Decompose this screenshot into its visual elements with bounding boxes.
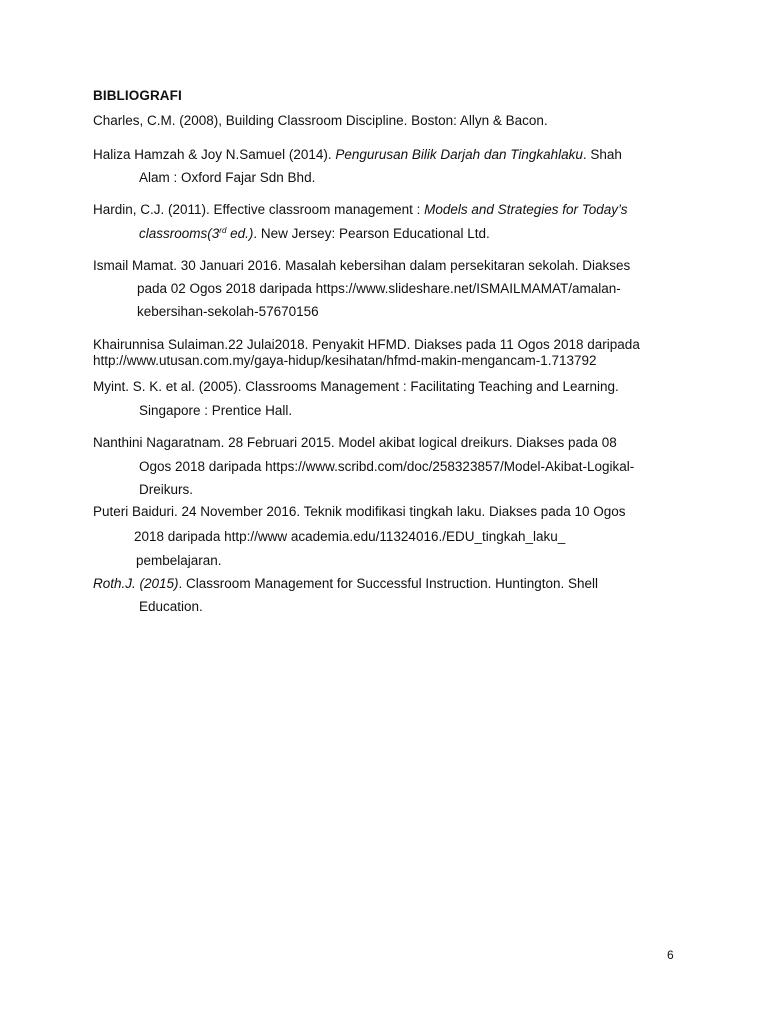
reference-haliza-line2: Alam : Oxford Fajar Sdn Bhd. xyxy=(139,170,316,185)
reference-title: Models and Strategies for Today’s xyxy=(424,202,628,217)
reference-nanthini-line3: Dreikurs. xyxy=(139,482,194,497)
reference-khairunnisa-line1: Khairunnisa Sulaiman.22 Julai2018. Penyakit HFMD. Diakses pada 11 Ogos 2018 daripada xyxy=(93,337,640,352)
reference-roth-line2: Education. xyxy=(139,599,203,614)
reference-ismail-line2: pada 02 Ogos 2018 daripada https://www.slideshare.net/ISMAILMAMAT/amalan- xyxy=(137,281,621,296)
reference-author: Roth.J. (2015) xyxy=(93,576,179,591)
reference-nanthini-line2: Ogos 2018 daripada https://www.scribd.com/doc/258323857/Model-Akibat-Logikal- xyxy=(139,459,635,474)
reference-nanthini-line1: Nanthini Nagaratnam. 28 Februari 2015. Model akibat logical dreikurs. Diakses pada 08 xyxy=(93,435,617,450)
reference-text: Hardin, C.J. (2011). Effective classroom management : xyxy=(93,202,425,217)
reference-puteri-line3: pembelajaran. xyxy=(136,553,222,568)
reference-text: . Shah xyxy=(582,147,622,162)
reference-roth-line1 xyxy=(93,576,598,592)
reference-haliza-line1 xyxy=(93,147,622,163)
reference-ismail-line3: kebersihan-sekolah-57670156 xyxy=(137,304,319,319)
reference-hardin-line1 xyxy=(93,202,628,218)
reference-puteri-line2: 2018 daripada http://www academia.edu/11324016./EDU_tingkah_laku_ xyxy=(134,529,566,544)
reference-puteri-line1: Puteri Baiduri. 24 November 2016. Teknik modifikasi tingkah laku. Diakses pada 10 Ogos xyxy=(93,504,626,519)
reference-khairunnisa-line2: http://www.utusan.com.my/gaya-hidup/kesihatan/hfmd-makin-mengancam-1.713792 xyxy=(93,353,597,368)
reference-myint-line1: Myint. S. K. et al. (2005). Classrooms Management : Facilitating Teaching and Learning. xyxy=(93,379,619,394)
reference-title: ed.) xyxy=(226,226,254,241)
reference-text: . New Jersey: Pearson Educational Ltd. xyxy=(253,226,490,241)
reference-title: Pengurusan Bilik Darjah dan Tingkahlaku xyxy=(335,147,583,162)
page-number: 6 xyxy=(667,948,674,962)
reference-text: Haliza Hamzah & Joy N.Samuel (2014). xyxy=(93,147,336,162)
superscript-ordinal: rd xyxy=(219,226,227,235)
bibliography-heading: BIBLIOGRAFI xyxy=(93,88,182,103)
reference-hardin-line2 xyxy=(139,226,490,242)
reference-text: . Classroom Management for Successful Instruction. Huntington. Shell xyxy=(178,576,598,591)
reference-charles: Charles, C.M. (2008), Building Classroom Discipline. Boston: Allyn & Bacon. xyxy=(93,113,548,128)
reference-ismail-line1: Ismail Mamat. 30 Januari 2016. Masalah kebersihan dalam persekitaran sekolah. Diakses xyxy=(93,258,631,273)
reference-myint-line2: Singapore : Prentice Hall. xyxy=(139,403,293,418)
reference-title: classrooms(3 xyxy=(139,226,220,241)
